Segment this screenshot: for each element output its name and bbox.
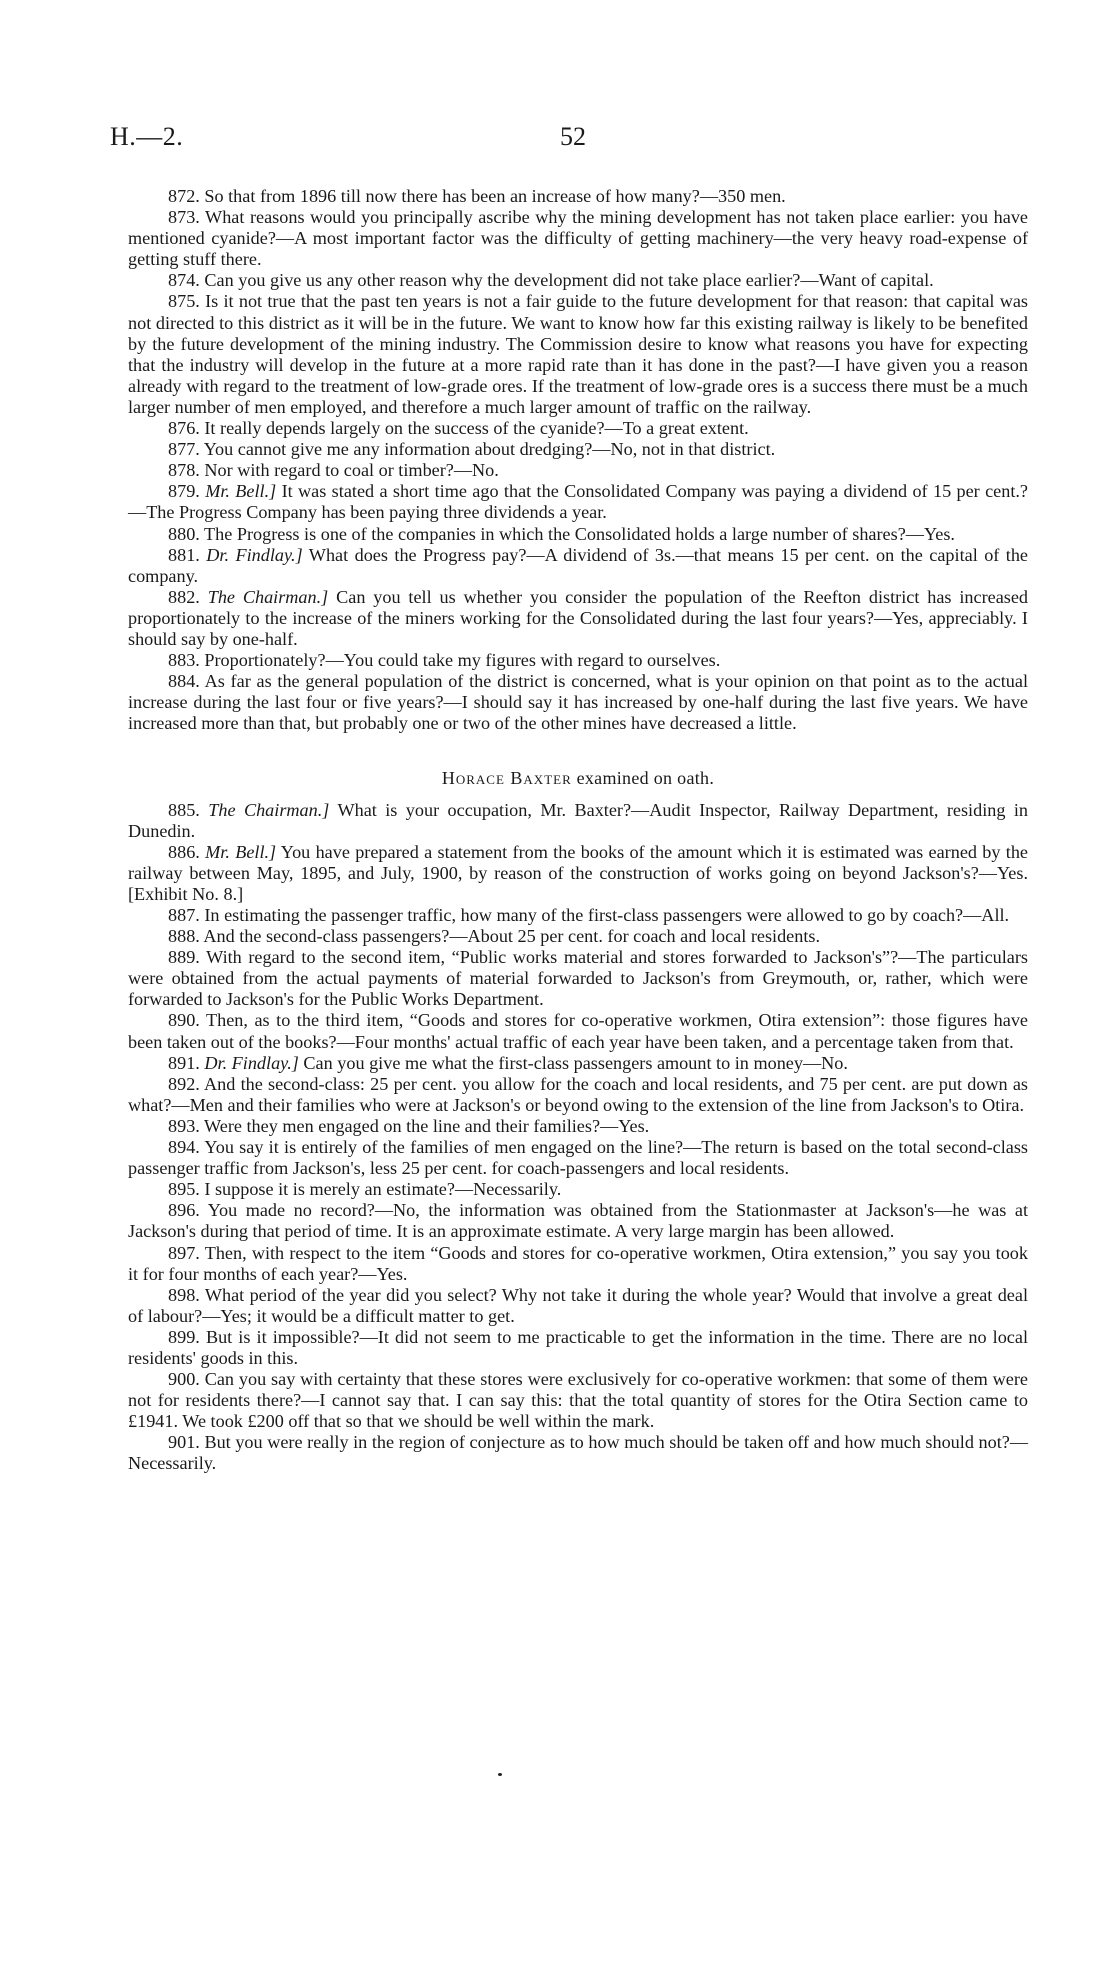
question-paragraph [128,270,1028,291]
testimony-section-1 [128,186,1028,734]
speaker-label: Mr. Bell.] [205,841,277,862]
question-paragraph [128,439,1028,460]
question-paragraph [128,587,1028,650]
question-text: And the second-class passengers?—About 25 per cent. for coach and local residents. [203,926,821,947]
question-paragraph [128,186,1028,207]
question-number: 882. [168,586,200,607]
question-number: 893. [168,1115,200,1136]
speaker-label: Dr. Findlay.] [206,544,303,565]
question-text: What reasons would you principally ascribe why the mining development has not taken place earlier: you have mentioned cyanide?—A most important factor was the difficulty of getting machinery—the very heavy road-expense of getting stuff there. [128,207,1028,270]
question-paragraph [128,1179,1028,1200]
question-number: 897. [168,1242,200,1263]
question-paragraph [128,418,1028,439]
testimony-section-2 [128,800,1028,1475]
speaker-label: The Chairman.] [207,586,329,607]
question-number: 878. [168,460,200,481]
question-number: 889. [168,947,200,968]
question-paragraph [128,1369,1028,1432]
question-text: Is it not true that the past ten years is not a fair guide to the future development for that reason: that capital was not directed to this district as it will be in the future. We want to know how far this existing railway is likely to be benefited by the future development of the mining industry. The Commission desire to know what reasons you have for expecting that the industry will develop in the future at a more rapid rate than it has done in the past?—I have given you a reason already with regard to the treatment of low-grade ores. If the treatment of low-grade ores is a success there must be a much larger number of men employed, and therefore a much larger amount of traffic on the railway. [128,291,1028,417]
question-number: 900. [168,1369,200,1390]
question-text: Were they men engaged on the line and their families?—Yes. [204,1115,650,1136]
question-number: 880. [168,523,200,544]
question-text: The Progress is one of the companies in which the Consolidated holds a large number of shares?—Yes. [204,523,955,544]
question-number: 872. [168,186,200,206]
witness-name: Horace Baxter [441,768,572,789]
witness-heading-rest: examined on oath. [576,768,715,789]
question-text: As far as the general population of the district is concerned, what is your opinion on that point as to the actual increase during the last four or five years?—I should say it has increased by one-half during the last five years. We have increased more than that, but probably one or two of the other mines have decreased a little. [128,671,1028,734]
question-text: It was stated a short time ago that the Consolidated Company was paying a dividend of 15 per cent.?—The Progress Company has been paying three dividends a year. [128,481,1029,523]
question-paragraph [128,842,1028,905]
question-paragraph [128,905,1028,926]
question-paragraph [128,1243,1028,1285]
question-number: 901. [168,1432,200,1453]
question-number: 894. [168,1137,200,1158]
question-paragraph [128,460,1028,481]
question-text: And the second-class: 25 per cent. you allow for the coach and local residents, and 75 per cent. are put down as what?—Men and their families who were at Jackson's or beyond owing to the extension of the line from Jackson's to Otira. [128,1073,1028,1115]
question-paragraph [128,1432,1028,1474]
question-number: 885. [168,799,200,820]
question-paragraph [128,671,1028,734]
question-number: 891. [168,1052,200,1073]
speaker-label: Mr. Bell.] [205,481,277,502]
question-text: What does the Progress pay?—A dividend of 3s.—that means 15 per cent. on the capital of the company. [128,544,1029,586]
question-text: Then, with respect to the item “Goods and stores for co-operative workmen, Otira extension,” you say you took it for four months of each year?—Yes. [128,1242,1028,1284]
question-paragraph [128,545,1028,587]
question-number: 884. [168,671,200,692]
question-paragraph [128,1285,1028,1327]
question-number: 883. [168,650,200,671]
question-text: Can you give us any other reason why the development did not take place earlier?—Want of capital. [204,270,934,291]
question-text: Nor with regard to coal or timber?—No. [204,460,499,481]
question-text: You have prepared a statement from the books of the amount which it is estimated was earned by the railway between May, 1895, and July, 1900, by reason of the construction of works going on beyond Jackson's?—Yes. [Exhibit No. 8.] [128,841,1029,904]
question-text: But you were really in the region of conjecture as to how much should be taken off and how much should not?—Necessarily. [128,1432,1029,1474]
question-text: Can you give me what the first-class passengers amount to in money—No. [303,1052,848,1073]
question-text: You say it is entirely of the families of men engaged on the line?—The return is based on the total second-class passenger traffic from Jackson's, less 25 per cent. for coach-passengers and local residents. [128,1137,1028,1179]
question-paragraph [128,1327,1028,1369]
question-text: Proportionately?—You could take my figures with regard to ourselves. [204,650,721,671]
question-number: 896. [168,1200,200,1221]
question-paragraph [128,1137,1028,1179]
question-paragraph [128,926,1028,947]
question-number: 890. [168,1010,200,1031]
question-paragraph [128,947,1028,1010]
question-paragraph [128,291,1028,418]
question-paragraph [128,1116,1028,1137]
question-paragraph [128,1074,1028,1116]
question-text: In estimating the passenger traffic, how many of the first-class passengers were allowed to go by coach?—All. [204,905,1010,925]
question-number: 887. [168,905,200,925]
question-text: Can you tell us whether you consider the population of the Reefton district has increased proportionately to the increase of the miners working for the Consolidated during the last four years?—Yes, appreciably. I should say by one-half. [128,586,1029,649]
question-text: You made no record?—No, the information was obtained from the Stationmaster at Jackson's—he was at Jackson's during that period of time. It is an approximate estimate. A very large margin has been allowed. [128,1200,1029,1242]
document-body [128,186,1028,1475]
document-code: H.—2. [110,122,184,151]
question-number: 873. [168,207,200,228]
question-text: I suppose it is merely an estimate?—Necessarily. [204,1179,562,1200]
question-text: But is it impossible?—It did not seem to me practicable to get the information in the time. There are no local residents' goods in this. [128,1326,1029,1368]
question-number: 874. [168,270,200,291]
question-paragraph [128,207,1028,270]
question-paragraph [128,524,1028,545]
question-text: What is your occupation, Mr. Baxter?—Audit Inspector, Railway Department, residing in Dunedin. [128,799,1029,841]
question-number: 898. [168,1284,200,1305]
question-text: With regard to the second item, “Public works material and stores forwarded to Jackson's”?—The particulars were obtained from the actual payments of material forwarded to Jackson's from Greymouth, or, rather, which were forwarded to Jackson's for the Public Works Department. [128,947,1028,1010]
question-paragraph [128,1053,1028,1074]
question-text: It really depends largely on the success of the cyanide?—To a great extent. [204,418,749,439]
question-paragraph [128,800,1028,842]
question-number: 888. [168,926,200,947]
question-text: So that from 1896 till now there has been an increase of how many?—350 men. [204,186,786,206]
witness-heading [128,768,1028,789]
question-text: You cannot give me any information about dredging?—No, not in that district. [203,439,776,460]
question-number: 879. [168,481,200,502]
question-number: 895. [168,1179,200,1200]
page-mark [498,1773,502,1776]
question-text: Can you say with certainty that these stores were exclusively for co-operative workmen: that some of them were not for residents there?—I cannot say that. I can say this: that the total quantity of stores for the Otira Section came to £1941. We took £200 off that so that we should be well within the mark. [128,1369,1029,1432]
question-paragraph [128,650,1028,671]
question-text: What period of the year did you select? Why not take it during the whole year? Would that involve a great deal of labour?—Yes; it would be a difficult matter to get. [128,1284,1028,1326]
question-number: 876. [168,418,200,439]
question-paragraph [128,481,1028,523]
question-number: 875. [168,291,200,312]
page-number: 52 [560,122,586,151]
question-paragraph [128,1200,1028,1242]
question-number: 886. [168,841,200,862]
question-text: Then, as to the third item, “Goods and stores for co-operative workmen, Otira extension”: those figures have been taken out of the books?—Four months' actual traffic of each year have been taken, and a percentage taken from that. [128,1010,1029,1052]
question-number: 877. [168,439,200,460]
speaker-label: Dr. Findlay.] [204,1052,299,1073]
speaker-label: The Chairman.] [208,799,330,820]
question-number: 892. [168,1073,200,1094]
question-paragraph [128,1010,1028,1052]
question-number: 899. [168,1326,200,1347]
question-number: 881. [168,544,200,565]
